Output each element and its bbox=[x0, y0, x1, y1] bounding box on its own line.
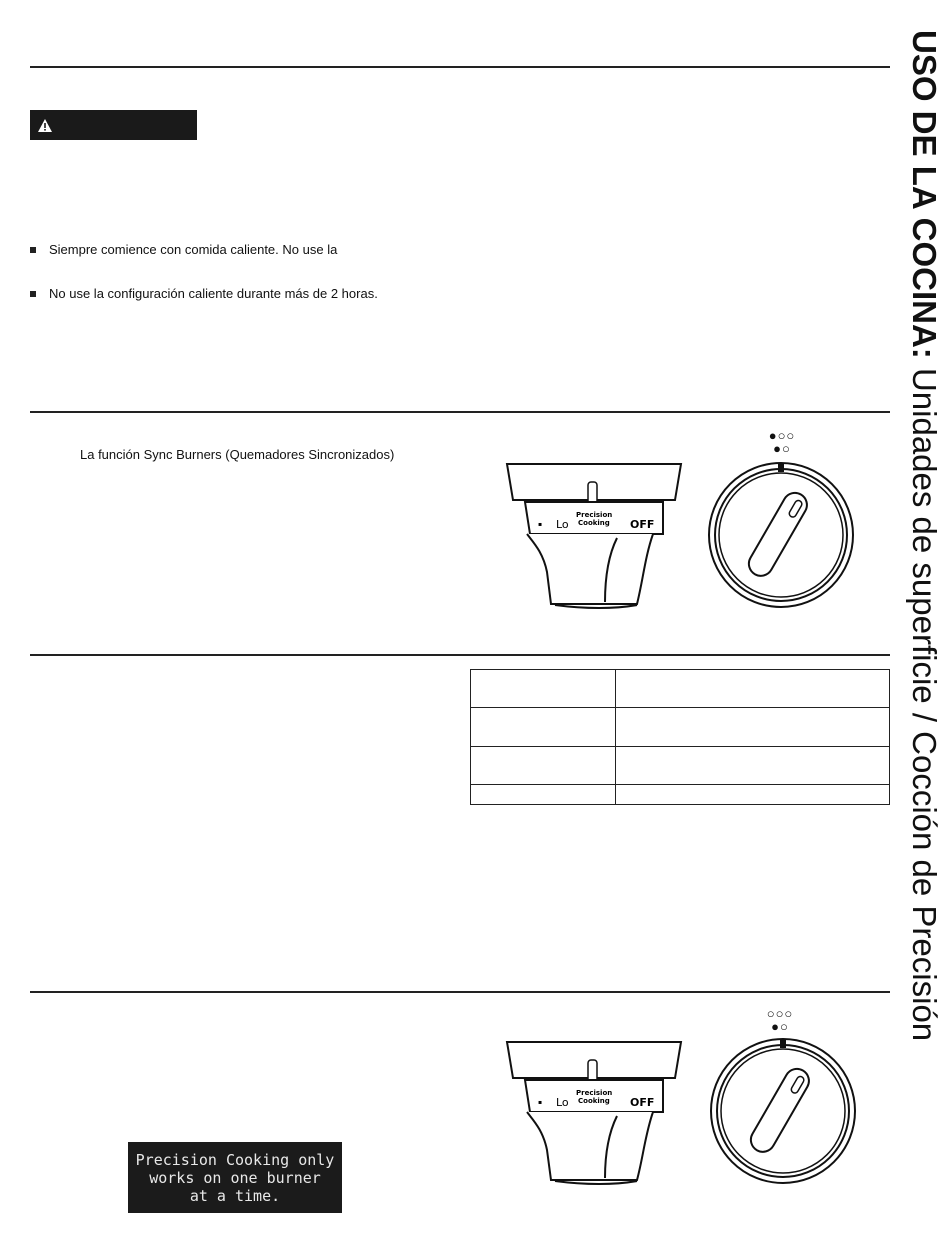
indicator-row-2: ●○ bbox=[773, 441, 791, 456]
precision-display bbox=[128, 1142, 342, 1213]
bullet-text: Siempre comience con comida caliente. No use la bbox=[49, 242, 338, 257]
bullet-item-1 bbox=[30, 242, 337, 257]
table-row bbox=[471, 670, 890, 708]
bullet-square-icon bbox=[30, 247, 36, 253]
table-row bbox=[471, 747, 890, 785]
bullet-square-icon bbox=[30, 291, 36, 297]
knob-small-mark: ▪ bbox=[538, 521, 543, 528]
precision-burner-indicator bbox=[760, 1007, 800, 1033]
indicator-row-2: ●○ bbox=[771, 1019, 789, 1034]
table-cell bbox=[471, 747, 616, 785]
knob-top-illustration-2 bbox=[708, 1036, 858, 1186]
table-cell bbox=[616, 708, 890, 747]
table-cell bbox=[616, 670, 890, 708]
sync-burners-text: La función Sync Burners (Quemadores Sincronizados) bbox=[80, 447, 395, 462]
knob-lo-label: Lo bbox=[556, 518, 569, 531]
side-title-bold: USO DE LA COCINA: bbox=[906, 30, 943, 359]
knob-side-illustration-2 bbox=[505, 1040, 685, 1190]
table-cell bbox=[471, 785, 616, 805]
settings-table bbox=[470, 669, 890, 805]
indicator-row-1: ○○○ bbox=[766, 1006, 794, 1021]
knob-off-label: OFF bbox=[630, 518, 655, 531]
section-rule-precision bbox=[30, 991, 890, 993]
knob-top-illustration bbox=[706, 460, 856, 610]
display-line-2: works on one burner bbox=[149, 1169, 321, 1187]
bullet-text: No use la configuración caliente durante más de 2 horas. bbox=[49, 286, 378, 301]
side-title bbox=[902, 30, 946, 1150]
side-title-regular: Unidades de superficie / Cocción de Precisión bbox=[906, 358, 943, 1042]
display-line-3: at a time. bbox=[189, 1187, 281, 1205]
table-cell bbox=[471, 708, 616, 747]
table-row bbox=[471, 708, 890, 747]
indicator-row-1: ●○○ bbox=[768, 428, 796, 443]
warning-banner bbox=[30, 110, 197, 140]
table-cell bbox=[616, 785, 890, 805]
section-rule-settings bbox=[30, 654, 890, 656]
knob-cooking-label: Cooking bbox=[578, 519, 610, 527]
section-rule-top bbox=[30, 66, 890, 68]
display-line-1: Precision Cooking only bbox=[135, 1151, 335, 1169]
table-row bbox=[471, 785, 890, 805]
section-rule-sync bbox=[30, 411, 890, 413]
warning-triangle-icon bbox=[38, 119, 52, 132]
knob-small-mark: ▪ bbox=[538, 1099, 543, 1106]
bullet-item-2 bbox=[30, 286, 378, 301]
table-cell bbox=[471, 670, 616, 708]
knob-side-illustration bbox=[505, 462, 685, 612]
knob-precision-label: Precision bbox=[576, 1089, 613, 1097]
sync-burner-indicator bbox=[762, 429, 802, 455]
knob-lo-label: Lo bbox=[556, 1096, 569, 1109]
knob-cooking-label: Cooking bbox=[578, 1097, 610, 1105]
table-cell bbox=[616, 747, 890, 785]
knob-off-label: OFF bbox=[630, 1096, 655, 1109]
knob-precision-label: Precision bbox=[576, 511, 613, 519]
